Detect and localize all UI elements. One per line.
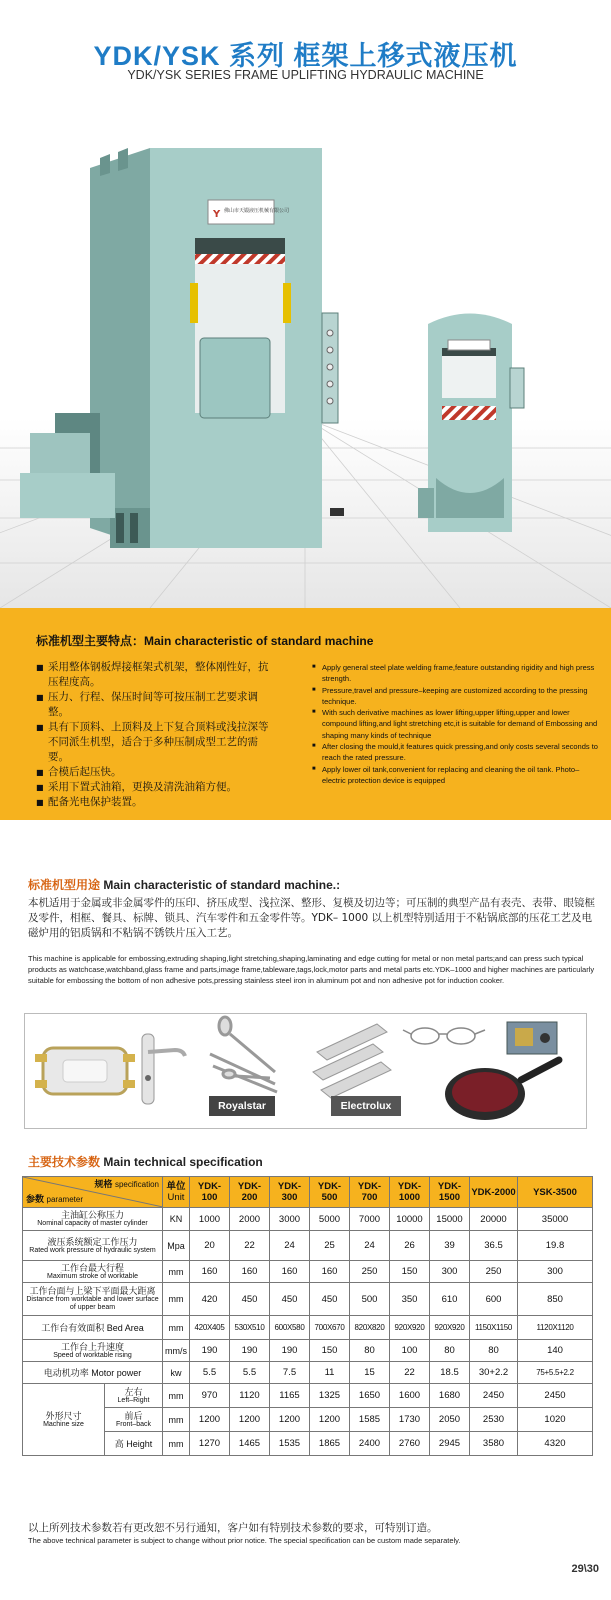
unit-cell: Mpa <box>163 1231 190 1261</box>
size-dim-cn: 左右 <box>124 1386 143 1397</box>
value-cell: 300 <box>430 1261 470 1283</box>
spec-title-en: Main technical specification <box>103 1155 263 1169</box>
value-cell: 2945 <box>430 1432 470 1456</box>
value-cell: 160 <box>270 1261 310 1283</box>
param-name-en: Nominal capacity of master cylinder <box>37 1220 148 1227</box>
cutlery-icon <box>210 1017 277 1092</box>
unit-cell: mm/s <box>163 1340 190 1362</box>
table-row <box>23 1384 593 1408</box>
value-cell: 530X510 <box>230 1316 270 1340</box>
value-cell: 450 <box>310 1283 350 1316</box>
feature-cn-item: ■ 合模后起压快。 <box>36 765 276 780</box>
feature-en-item: ■ Pressure,travel and pressure–keeping are customized according to the pressing technique. <box>312 685 598 708</box>
feature-en-item: ■ After closing the mould,it features quick pressing,and only costs several seconds to reach the rated pressure. <box>312 741 598 764</box>
value-cell: 190 <box>230 1340 270 1362</box>
table-row <box>23 1208 593 1231</box>
value-cell: 2450 <box>518 1384 593 1408</box>
param-name-cell <box>23 1261 163 1283</box>
table-row <box>23 1432 593 1456</box>
value-cell: 920X920 <box>390 1316 430 1340</box>
spec-table <box>22 1176 593 1456</box>
value-cell: 10000 <box>390 1208 430 1231</box>
model-header: YDK-2000 <box>470 1177 518 1208</box>
value-cell: 2050 <box>430 1408 470 1432</box>
value-cell: 1150X1150 <box>470 1316 518 1340</box>
value-cell: 600X580 <box>270 1316 310 1340</box>
electrolux-label: Electrolux <box>340 1100 392 1112</box>
param-name-en: Maximum stroke of worktable <box>46 1272 139 1280</box>
spec-diagonal-header <box>23 1177 163 1208</box>
royalstar-label: Royalstar <box>218 1100 266 1112</box>
feature-cn-item: ■ 采用整体钢板焊接框架式机架，整体刚性好，抗压程度高。 <box>36 660 276 690</box>
value-cell: 39 <box>430 1231 470 1261</box>
value-cell: 15 <box>350 1362 390 1384</box>
usage-text-cn: 本机适用于金属或非金属零件的压印、挤压成型、浅拉深、整形、复模及切边等；可压制的典型产品有表壳、表带、眼镜框及零件，相框、餐具、标牌、锁具、汽车零件和五金零件等。YDK– 1000 以上机型特别适用于不粘锅底部的压花工艺及电磁炉用的铝质锅和不粘锅不锈铁片压入工艺。 <box>28 897 595 939</box>
value-cell: 2000 <box>230 1208 270 1231</box>
value-cell: 2400 <box>350 1432 390 1456</box>
table-row <box>23 1316 593 1340</box>
value-cell: 26 <box>390 1231 430 1261</box>
model-header: YDK-1500 <box>430 1177 470 1208</box>
feature-cn-item: ■ 压力、行程、保压时间等可按压制工艺要求调整。 <box>36 690 276 720</box>
tray-icon <box>35 1048 135 1094</box>
param-name-cell <box>23 1316 163 1340</box>
value-cell: 1730 <box>390 1408 430 1432</box>
unit-cell: mm <box>163 1408 190 1432</box>
feature-cn-item: ■ 配备光电保护装置。 <box>36 795 276 810</box>
usage-title-cn: 标准机型用途 <box>28 878 101 892</box>
table-row <box>23 1408 593 1432</box>
value-cell: 450 <box>270 1283 310 1316</box>
unit-cell: mm <box>163 1283 190 1316</box>
param-name-cn: 工作台上升速度 <box>60 1341 124 1352</box>
size-group-cn: 外形尺寸 <box>45 1410 82 1421</box>
value-cell: 1200 <box>190 1408 230 1432</box>
value-cell: 250 <box>470 1261 518 1283</box>
unit-cell: kw <box>163 1362 190 1384</box>
table-row <box>23 1261 593 1283</box>
value-cell: 160 <box>190 1261 230 1283</box>
note-en: The above technical parameter is subject to change without prior notice. The special specification can be custom made separately. <box>28 1536 461 1545</box>
value-cell: 1120 <box>230 1384 270 1408</box>
value-cell: 20 <box>190 1231 230 1261</box>
value-cell: 1600 <box>390 1384 430 1408</box>
unit-cell: KN <box>163 1208 190 1231</box>
value-cell: 100 <box>390 1340 430 1362</box>
value-cell: 140 <box>518 1340 593 1362</box>
machine-photo <box>0 88 611 608</box>
value-cell: 1270 <box>190 1432 230 1456</box>
value-cell: 700X670 <box>310 1316 350 1340</box>
value-cell: 3580 <box>470 1432 518 1456</box>
value-cell: 420X405 <box>190 1316 230 1340</box>
value-cell: 1465 <box>230 1432 270 1456</box>
size-dim-cn: 高 Height <box>114 1438 153 1449</box>
param-name-en: Speed of worktable rising <box>53 1351 132 1359</box>
value-cell: 1650 <box>350 1384 390 1408</box>
value-cell: 160 <box>310 1261 350 1283</box>
machine-illustration <box>0 88 611 608</box>
param-label-en: parameter <box>46 1195 83 1204</box>
model-header: YSK-3500 <box>518 1177 593 1208</box>
value-cell: 150 <box>390 1261 430 1283</box>
unit-header-cn: 单位 <box>166 1181 186 1192</box>
value-cell: 5.5 <box>230 1362 270 1384</box>
value-cell: 500 <box>350 1283 390 1316</box>
unit-header <box>163 1177 190 1208</box>
value-cell: 4320 <box>518 1432 593 1456</box>
param-name-cn: 工作台最大行程 <box>60 1262 124 1273</box>
size-dim-cell <box>105 1384 163 1408</box>
param-name-cell <box>23 1362 163 1384</box>
unit-cell: mm <box>163 1432 190 1456</box>
value-cell: 1535 <box>270 1432 310 1456</box>
value-cell: 35000 <box>518 1208 593 1231</box>
value-cell: 24 <box>350 1231 390 1261</box>
feature-cn-item: ■ 采用下置式油箱，更换及清洗油箱方便。 <box>36 780 276 795</box>
value-cell: 190 <box>270 1340 310 1362</box>
features-list-cn <box>36 660 276 810</box>
value-cell: 1200 <box>230 1408 270 1432</box>
frying-pan-icon <box>445 1060 559 1120</box>
value-cell: 80 <box>470 1340 518 1362</box>
value-cell: 19.8 <box>518 1231 593 1261</box>
feature-en-item: ■ Apply lower oil tank,convenient for replacing and cleaning the oil tank. Photo–electric protection device is equipped <box>312 764 598 787</box>
value-cell: 1585 <box>350 1408 390 1432</box>
model-header: YDK-700 <box>350 1177 390 1208</box>
usage-text-en: This machine is applicable for embossing,extruding shaping,light stretching,shaping,laminating and edge cutting for metal or non metal parts;and can press such typical products as watchcase,watchband,glass frame and parts,image frame,tableware,tags,lock,motor parts and metal parts etc.YDK–1000 and higher machines are particularly suitable for embossing the bottom of non adhesive pots,pressing stainless steel iron in aluminum pot and non adhesive pot for induction cooker. <box>28 954 595 985</box>
value-cell: 300 <box>518 1261 593 1283</box>
value-cell: 7.5 <box>270 1362 310 1384</box>
value-cell: 850 <box>518 1283 593 1316</box>
value-cell: 250 <box>350 1261 390 1283</box>
spec-title-cn: 主要技术参数 <box>28 1155 101 1169</box>
value-cell: 18.5 <box>430 1362 470 1384</box>
value-cell: 450 <box>230 1283 270 1316</box>
value-cell: 75+5.5+2.2 <box>518 1362 593 1384</box>
usage-title <box>28 876 340 893</box>
value-cell: 920X920 <box>430 1316 470 1340</box>
param-name-cn: 工作台面与上梁下平面最大距离 <box>29 1286 156 1296</box>
unit-header-en: Unit <box>167 1192 185 1203</box>
value-cell: 2530 <box>470 1408 518 1432</box>
model-label-en: specification <box>114 1180 159 1189</box>
value-cell: 7000 <box>350 1208 390 1231</box>
value-cell: 36.5 <box>470 1231 518 1261</box>
value-cell: 420 <box>190 1283 230 1316</box>
value-cell: 25 <box>310 1231 350 1261</box>
value-cell: 600 <box>470 1283 518 1316</box>
features-panel <box>0 608 611 820</box>
metal-strips-icon <box>313 1024 391 1098</box>
value-cell: 15000 <box>430 1208 470 1231</box>
param-name-cell <box>23 1283 163 1316</box>
table-row <box>23 1362 593 1384</box>
usage-title-en: Main characteristic of standard machine.: <box>103 878 341 892</box>
value-cell: 22 <box>390 1362 430 1384</box>
value-cell: 350 <box>390 1283 430 1316</box>
model-header: YDK-200 <box>230 1177 270 1208</box>
value-cell: 3000 <box>270 1208 310 1231</box>
spec-body <box>23 1208 593 1456</box>
model-header: YDK-500 <box>310 1177 350 1208</box>
value-cell: 1020 <box>518 1408 593 1432</box>
lock-icon <box>507 1022 557 1054</box>
table-row <box>23 1340 593 1362</box>
product-illustration <box>25 1014 588 1130</box>
features-list-en <box>312 662 598 786</box>
feature-cn-item: ■ 具有下顶料、上顶料及上下复合顶料或浅拉深等不同派生机型，适合于多种压制成型工艺的需要。 <box>36 720 276 765</box>
spec-header-row <box>23 1177 593 1208</box>
door-handle-icon <box>142 1034 185 1104</box>
note-cn: 以上所列技术参数若有更改恕不另行通知，客户如有特别技术参数的要求，可特别订造。 <box>28 1522 438 1534</box>
value-cell: 610 <box>430 1283 470 1316</box>
features-title: 标准机型主要特点：Main characteristic of standard machine <box>36 634 374 648</box>
param-name-cn: 主油缸公称压力 <box>60 1210 124 1220</box>
model-header: YDK-1000 <box>390 1177 430 1208</box>
param-name-cell <box>23 1340 163 1362</box>
value-cell: 1200 <box>310 1408 350 1432</box>
unit-cell: mm <box>163 1261 190 1283</box>
page-title: YDK/YSK 系列 框架上移式液压机 <box>93 41 518 71</box>
value-cell: 2760 <box>390 1432 430 1456</box>
param-name-cn: 工作台有效面积 Bed Area <box>41 1322 144 1333</box>
unit-cell: mm <box>163 1384 190 1408</box>
param-name-en: Distance from worktable and lower surface of upper beam <box>26 1296 159 1311</box>
value-cell: 80 <box>430 1340 470 1362</box>
page-subtitle: YDK/YSK SERIES FRAME UPLIFTING HYDRAULIC MACHINE <box>127 68 484 82</box>
model-label-cn: 规格 <box>94 1179 113 1189</box>
value-cell: 1000 <box>190 1208 230 1231</box>
param-name-cell <box>23 1231 163 1261</box>
param-name-cell <box>23 1208 163 1231</box>
param-name-cn: 液压系统额定工作压力 <box>47 1236 138 1247</box>
feature-en-item: ■ With such derivative machines as lower lifting,upper lifting,upper and lower compound lifting,and light stretching etc,it is suitable for demand of Embossing and shaping many kinds of technique <box>312 707 598 741</box>
size-dim-en: Left–Right <box>117 1396 150 1404</box>
value-cell: 80 <box>350 1340 390 1362</box>
value-cell: 820X820 <box>350 1316 390 1340</box>
value-cell: 5.5 <box>190 1362 230 1384</box>
value-cell: 190 <box>190 1340 230 1362</box>
value-cell: 1120X1120 <box>518 1316 593 1340</box>
param-name-cn: 电动机功率 Motor power <box>43 1367 142 1378</box>
spec-title <box>28 1153 263 1170</box>
value-cell: 30+2.2 <box>470 1362 518 1384</box>
value-cell: 24 <box>270 1231 310 1261</box>
table-row <box>23 1283 593 1316</box>
value-cell: 1165 <box>270 1384 310 1408</box>
value-cell: 1200 <box>270 1408 310 1432</box>
size-dim-cell <box>105 1408 163 1432</box>
model-header: YDK-300 <box>270 1177 310 1208</box>
size-dim-cn: 前后 <box>124 1410 143 1421</box>
value-cell: 20000 <box>470 1208 518 1231</box>
feature-en-item: ■ Apply general steel plate welding frame,feature outstanding rigidity and high press strength. <box>312 662 598 685</box>
size-group-cell <box>23 1384 105 1456</box>
product-samples <box>24 1013 587 1129</box>
size-group-en: Machine size <box>43 1420 84 1428</box>
value-cell: 22 <box>230 1231 270 1261</box>
model-header: YDK-100 <box>190 1177 230 1208</box>
size-dim-en: Front–back <box>115 1420 152 1428</box>
unit-cell: mm <box>163 1316 190 1340</box>
value-cell: 2450 <box>470 1384 518 1408</box>
glasses-icon <box>403 1028 485 1044</box>
value-cell: 5000 <box>310 1208 350 1231</box>
param-label-cn: 参数 <box>26 1194 45 1204</box>
plate-text: 佛山市天锻液压机械有限公司 <box>224 208 290 214</box>
table-row <box>23 1231 593 1261</box>
value-cell: 970 <box>190 1384 230 1408</box>
value-cell: 1680 <box>430 1384 470 1408</box>
page-number: 29\30 <box>571 1563 599 1575</box>
svg-text:Y: Y <box>213 209 221 220</box>
size-dim-cell <box>105 1432 163 1456</box>
param-name-en: Rated work pressure of hydraulic system <box>29 1246 156 1254</box>
value-cell: 160 <box>230 1261 270 1283</box>
value-cell: 1325 <box>310 1384 350 1408</box>
value-cell: 150 <box>310 1340 350 1362</box>
value-cell: 11 <box>310 1362 350 1384</box>
value-cell: 1865 <box>310 1432 350 1456</box>
